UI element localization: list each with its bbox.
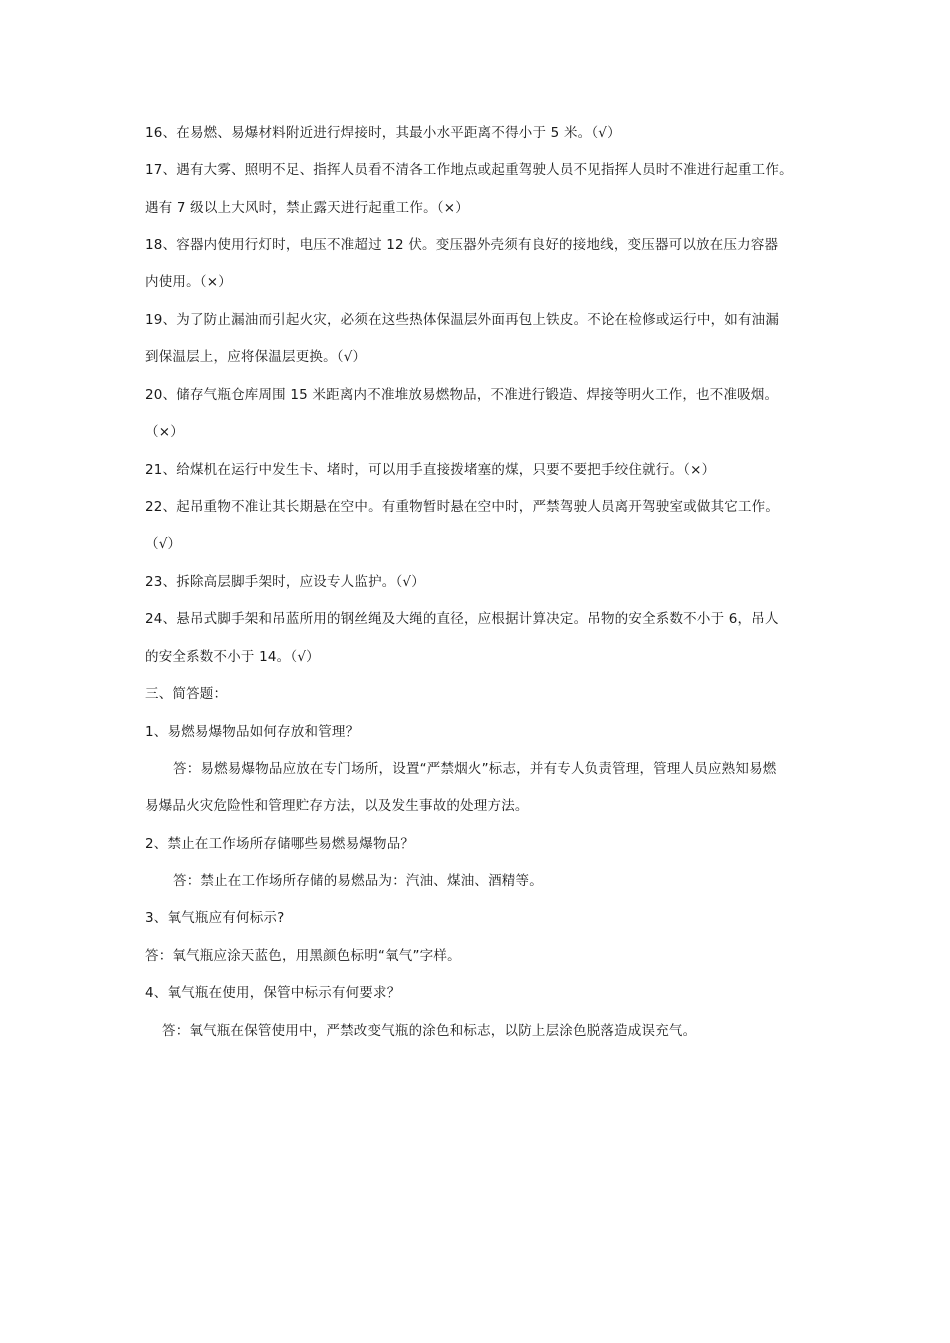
question-21: 21、给煤机在运行中发生卡、堵时，可以用手直接拨堵塞的煤，只要不要把手绞住就行。（×） [145,462,716,478]
question-19-cont: 到保温层上，应将保温层更换。（√） [145,349,367,365]
question-18: 18、容器内使用行灯时，电压不准超过 12 伏。变压器外壳须有良好的接地线，变压器可以放在压力容器 [145,237,779,253]
short-question-3: 3、氧气瓶应有何标示? [145,910,285,926]
question-19: 19、为了防止漏油而引起火灾，必须在这些热体保温层外面再包上铁皮。不论在检修或运行中，如有油漏 [145,312,780,328]
question-24: 24、悬吊式脚手架和吊蓝所用的钢丝绳及大绳的直径，应根据计算决定。吊物的安全系数不小于 6，吊人 [145,611,779,627]
short-question-1: 1、易燃易爆物品如何存放和管理？ [145,724,360,740]
short-answer-1-cont: 易爆品火灾危险性和管理贮存方法，以及发生事故的处理方法。 [145,798,529,814]
short-question-4: 4、氧气瓶在使用，保管中标示有何要求？ [145,985,401,1001]
question-22-cont: （√） [145,536,182,552]
section-heading: 三、简答题： [145,686,228,702]
short-answer-1: 答：易燃易爆物品应放在专门场所，设置“严禁烟火”标志，并有专人负责管理，管理人员应熟知易燃 [173,761,777,777]
short-answer-2: 答：禁止在工作场所存储的易燃品为：汽油、煤油、酒精等。 [173,873,543,889]
question-20-cont: （×） [145,424,184,440]
question-24-cont: 的安全系数不小于 14。（√） [145,649,320,665]
short-question-2: 2、禁止在工作场所存储哪些易燃易爆物品？ [145,836,415,852]
question-20: 20、储存气瓶仓库周围 15 米距离内不准堆放易燃物品，不准进行锻造、焊接等明火工作，也不准吸烟。 [145,387,779,403]
short-answer-3: 答：氧气瓶应涂天蓝色，用黑颜色标明“氧气”字样。 [145,948,461,964]
question-23: 23、拆除高层脚手架时，应设专人监护。（√） [145,574,425,590]
question-17-cont: 遇有 7 级以上大风时，禁止露天进行起重工作。（×） [145,200,469,216]
question-17: 17、遇有大雾、照明不足、指挥人员看不清各工作地点或起重驾驶人员不见指挥人员时不准进行起重工作。 [145,162,793,178]
question-22: 22、起吊重物不准让其长期悬在空中。有重物暂时悬在空中时，严禁驾驶人员离开驾驶室或做其它工作。 [145,499,780,515]
question-18-cont: 内使用。（×） [145,274,232,290]
question-16: 16、在易燃、易爆材料附近进行焊接时，其最小水平距离不得小于 5 米。（√） [145,125,621,141]
short-answer-4: 答：氧气瓶在保管使用中，严禁改变气瓶的涂色和标志，以防上层涂色脱落造成误充气。 [162,1023,697,1039]
